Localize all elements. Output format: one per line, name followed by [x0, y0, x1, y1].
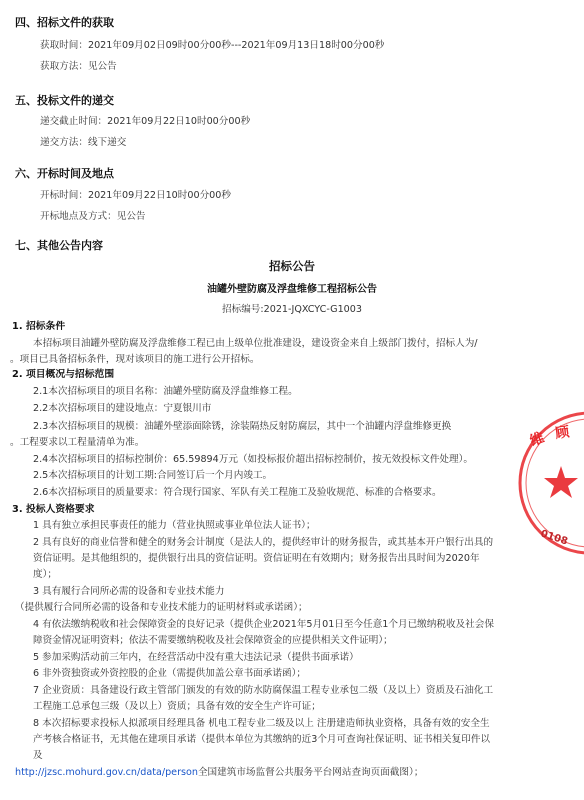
part-2-line-6: 2.5本次招标项目的计划工期:合同签订后一个月内竣工。 [33, 470, 273, 481]
official-seal [504, 408, 584, 558]
notice-heading: 招标公告 [269, 259, 315, 273]
part-3-item-3b: （提供履行合同所必需的设备和专业技术能力的证明材料或承诺函）； [15, 602, 308, 613]
submission-method: 递交方法：线下递交 [40, 137, 127, 148]
part-3-item-7a: 7 企业资质：具备建设行政主管部门颁发的有效的防水防腐保温工程专业承包二级（及以上）资质及石油化工 [33, 685, 494, 696]
part-2-line-3: 2.3本次招标项目的规模：油罐外壁添面除锈，涂装隔热反射防腐层，其中一个油罐内浮盘维修更换 [33, 421, 452, 432]
part-3-item-2b: 资信证明。是其他组织的，提供银行出具的资信证明。资信证明在有效期内；财务报告出具时间为2020年 [33, 553, 480, 564]
part-3-item-3: 3 具有履行合同所必需的设备和专业技术能力 [33, 586, 225, 597]
part-3-item-8c: 及 [33, 750, 43, 761]
part-3-item-4b: 障资金情况证明资料；依法不需要缴纳税收及社会保障资金的应提供相关文件证明）； [33, 635, 393, 646]
link-suffix: 全国建筑市场监督公共服务平台网站查询页面截图）； [197, 767, 424, 778]
part-3-link-line [15, 764, 423, 778]
part-2-line-1: 2.1本次招标项目的项目名称：油罐外壁防腐及浮盘维修工程。 [33, 386, 298, 397]
part-2-line-5: 2.4本次招标项目的招标控制价：65.59894万元（如投标报价超出招标控制价，按无效投标文件处理）。 [33, 454, 473, 465]
section-4-title: 四、招标文件的获取 [15, 16, 114, 29]
part-3-item-8a: 8 本次招标要求投标人拟派项目经理具备 机电工程专业二级及以上 注册建造师执业资格，具备有效的安全生 [33, 718, 490, 729]
part-2-line-2: 2.2本次招标项目的建设地点：宁夏银川市 [33, 403, 212, 414]
part-1-line-2: 。项目已具备招标条件，现对该项目的施工进行公开招标。 [10, 354, 260, 365]
opening-time: 开标时间：2021年09月22日10时00分00秒 [40, 190, 231, 201]
svg-text:维: 维 [527, 429, 547, 450]
part-2-line-4: 。工程要求以工程量清单为准。 [10, 437, 145, 448]
part-3-item-1: 1 具有独立承担民事责任的能力（营业执照或事业单位法人证书）； [33, 520, 316, 531]
part-3-item-2a: 2 具有良好的商业信誉和健全的财务会计制度（是法人的，提供经审计的财务报告，或其基本开户银行出具的 [33, 537, 494, 548]
part-1-line-1: 本招标项目油罐外壁防腐及浮盘维修工程已由上级单位批准建设，建设资金来自上级部门拨付，招标人为/ [33, 338, 478, 349]
person-query-link[interactable]: http://jzsc.mohurd.gov.cn/data/person [15, 767, 198, 778]
part-3-title: 3. 投标人资格要求 [12, 504, 95, 515]
part-3-item-6: 6 非外资独资或外资控股的企业（需提供加盖公章书面承诺函）； [33, 668, 306, 679]
submission-deadline: 递交截止时间：2021年09月22日10时00分00秒 [40, 116, 251, 127]
acquisition-method: 获取方法：见公告 [40, 61, 117, 72]
svg-text:顾: 顾 [554, 424, 571, 442]
section-6-title: 六、开标时间及地点 [15, 167, 114, 180]
part-3-item-2c: 度）； [33, 569, 57, 580]
section-5-title: 五、投标文件的递交 [15, 94, 114, 107]
part-3-item-8b: 产考核合格证书，无其他在建项目承诺（提供本单位为其缴纳的近3个月可查询社保证明、证书相关复印件以 [33, 734, 491, 745]
tender-code: 招标编号:2021-JQXCYC-G1003 [222, 304, 362, 315]
project-title: 油罐外壁防腐及浮盘维修工程招标公告 [207, 284, 377, 295]
opening-place: 开标地点及方式：见公告 [40, 211, 146, 222]
svg-text:0108: 0108 [539, 528, 569, 548]
section-7-title: 七、其他公告内容 [15, 239, 103, 252]
part-3-item-7b: 工程施工总承包三级（及以上）资质；具备有效的安全生产许可证； [33, 701, 321, 712]
acquisition-time: 获取时间：2021年09月02日09时00分00秒---2021年09月13日18时00分00秒 [40, 40, 385, 51]
part-2-line-7: 2.6本次招标项目的质量要求：符合现行国家、军队有关工程施工及验收规范、标准的合格要求。 [33, 487, 442, 498]
part-3-item-5: 5 参加采购活动前三年内，在经营活动中没有重大违法记录（提供书面承诺） [33, 652, 359, 663]
part-2-title: 2. 项目概况与招标范围 [12, 369, 115, 380]
part-1-title: 1. 招标条件 [12, 321, 66, 332]
part-3-item-4a: 4 有依法缴纳税收和社会保障资金的良好记录（提供企业2021年5月01日至今任意1个月已缴纳税收及社会保 [33, 619, 494, 630]
